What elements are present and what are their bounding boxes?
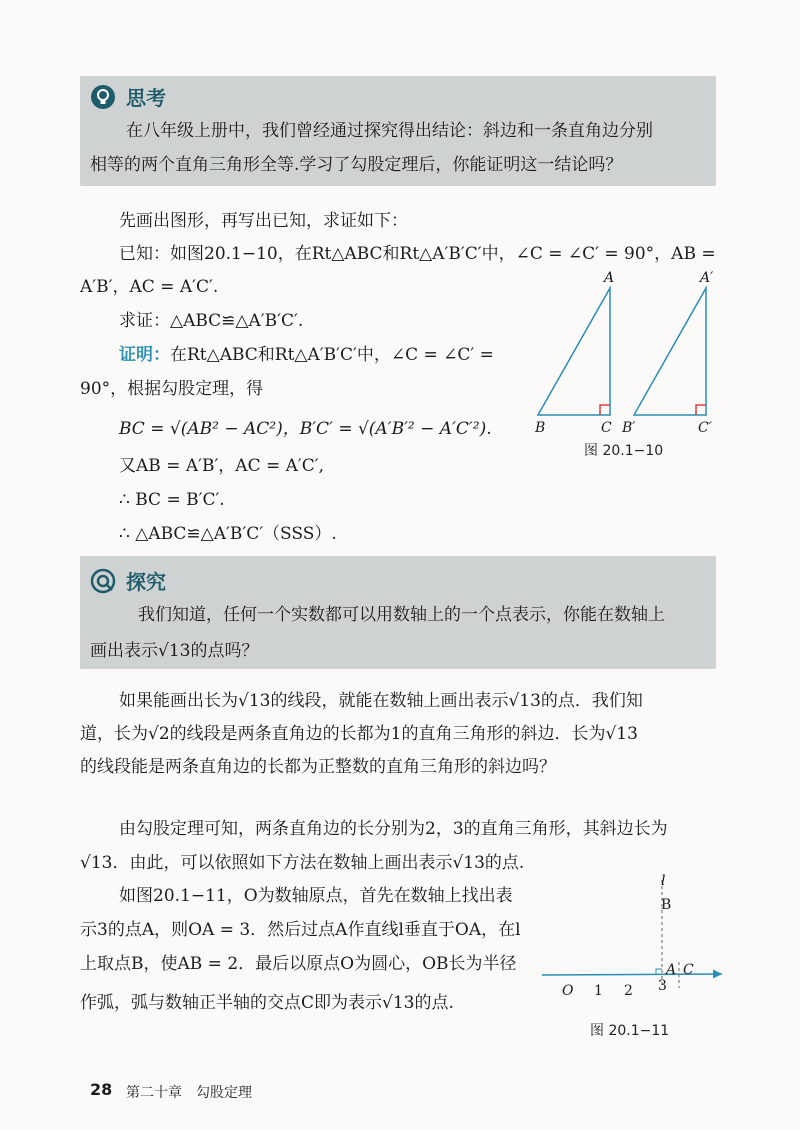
- fig10-label-a: A: [604, 270, 615, 286]
- para3-line-3: 上取点B，使AB = 2．最后以原点O为圆心，OB长为半径: [80, 954, 517, 974]
- para3-line-2: 示3的点A，则OA = 3．然后过点A作直线l垂直于OA，在l: [80, 920, 521, 940]
- page-number: 28: [90, 1080, 113, 1099]
- fig11-label-3: 3: [658, 978, 667, 994]
- para3-line-4: 作弧，弧与数轴正半轴的交点C即为表示√13的点.: [80, 993, 454, 1013]
- para1-line-2: 道，长为√2的线段是两条直角边的长都为1的直角三角形的斜边．长为√13: [80, 724, 638, 744]
- fig11-label-a: A: [666, 962, 677, 978]
- explore-box-title: [90, 566, 166, 595]
- chapter-title: 第二十章 勾股定理: [126, 1085, 252, 1101]
- fig11-label-b: B: [661, 897, 672, 913]
- therefore-1: ∴ BC = B′C′.: [119, 490, 225, 510]
- fig10-caption: 图 20.1−10: [584, 443, 664, 459]
- number-axis: [542, 974, 722, 975]
- right-angle-c: [600, 405, 610, 415]
- lightbulb-icon: [90, 84, 116, 110]
- fig11-label-o: O: [562, 983, 574, 999]
- fig10-label-a2: A′: [700, 270, 714, 286]
- para2-line-1: 由勾股定理可知，两条直角边的长分别为2，3的直角三角形，其斜边长为: [119, 819, 668, 839]
- therefore-2: ∴ △ABC≌△A′B′C′（SSS）.: [119, 524, 337, 544]
- proof-line-2: 90°，根据勾股定理，得: [80, 379, 264, 399]
- think-title-text: 思考: [126, 86, 166, 110]
- proof-line-1: [119, 344, 494, 366]
- fig11-label-l: l: [661, 873, 666, 889]
- think-line-1: 在八年级上册中，我们曾经通过探究得出结论：斜边和一条直角边分别: [126, 121, 653, 141]
- fig11-label-c: C: [683, 962, 694, 978]
- given-line-1: 已知：如图20.1−10，在Rt△ABC和Rt△A′B′C′中，∠C = ∠C′ = 90°，AB =: [119, 244, 716, 264]
- explore-title-text: 探究: [126, 570, 166, 594]
- fig11-caption: 图 20.1−11: [590, 1023, 670, 1039]
- explore-line-2: 画出表示√13的点吗？: [90, 641, 259, 661]
- figure-20-1-10: [530, 280, 730, 430]
- fig11-label-2: 2: [624, 983, 633, 999]
- figure-20-1-11: [540, 870, 730, 990]
- given-line-2: A′B′，AC = A′C′.: [80, 277, 219, 297]
- para2-line-2: √13．由此，可以依照如下方法在数轴上画出表示√13的点.: [80, 853, 525, 873]
- para1-line-3: 的线段能是两条直角边的长都为正整数的直角三角形的斜边吗？: [80, 757, 556, 777]
- think-line-2: 相等的两个直角三角形全等.学习了勾股定理后，你能证明这一结论吗？: [90, 155, 623, 175]
- right-angle-c2: [696, 405, 706, 415]
- triangle-a2b2c2: [634, 288, 706, 415]
- proof-intro: 先画出图形，再写出已知，求证如下：: [119, 211, 408, 231]
- think-box-title: [90, 82, 166, 111]
- explore-icon: [90, 568, 116, 594]
- explore-line-1: 我们知道，任何一个实数都可以用数轴上的一个点表示，你能在数轴上: [138, 605, 665, 625]
- prove-statement: 求证：△ABC≌△A′B′C′.: [119, 311, 304, 331]
- proof-label: 证明：: [119, 345, 170, 365]
- para3-line-1: 如图20.1−11，O为数轴原点，首先在数轴上找出表: [119, 886, 513, 906]
- triangle-abc: [538, 288, 610, 415]
- para1-line-1: 如果能画出长为√13的线段，就能在数轴上画出表示√13的点．我们知: [119, 691, 643, 711]
- proof-also: 又AB = A′B′，AC = A′C′,: [119, 456, 325, 476]
- proof-formula: BC = √(AB² − AC²)，B′C′ = √(A′B′² − A′C′²).: [119, 419, 492, 439]
- fig10-label-b2: B′: [622, 420, 636, 436]
- fig10-label-c2: C′: [698, 420, 712, 436]
- fig10-label-b: B: [535, 420, 546, 436]
- fig10-label-c: C: [601, 420, 612, 436]
- proof-line-1-text: 在Rt△ABC和Rt△A′B′C′中，∠C = ∠C′ =: [170, 345, 494, 365]
- fig11-label-1: 1: [594, 983, 603, 999]
